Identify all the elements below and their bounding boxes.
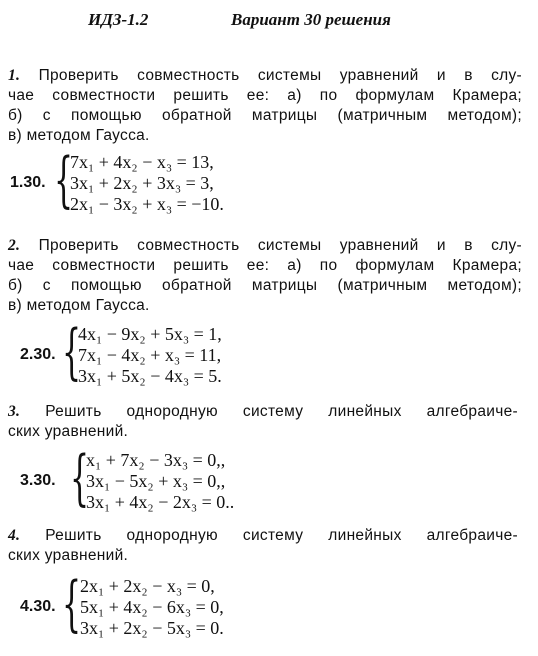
equation: 3x₁ + 5x₂ − 4x₃ = 5. (78, 366, 222, 386)
equation: 2x₁ + 2x₂ − x₃ = 0, (80, 576, 215, 596)
system-label: 3.30. (20, 472, 56, 489)
left-brace: { (70, 443, 90, 513)
statement-line: в) методом Гаусса. (8, 297, 150, 314)
statement-line: Решить однородную систему линейных алгебраиче- (45, 403, 518, 420)
system-label: 2.30. (20, 346, 56, 363)
problem-number: 1. (8, 67, 21, 84)
problem-1 (8, 66, 522, 146)
problem-number: 2. (8, 237, 21, 254)
left-brace: { (62, 569, 82, 639)
problem-number: 4. (8, 527, 21, 544)
problem-number: 3. (8, 403, 21, 420)
left-brace: { (54, 145, 74, 215)
equation: 3x₁ + 2x₂ − 5x₃ = 0. (80, 618, 224, 638)
assignment-title: ИДЗ-1.2 (88, 10, 149, 29)
variant-title: Вариант 30 решения (231, 10, 391, 29)
problem-statement (8, 402, 518, 442)
statement-line: в) методом Гаусса. (8, 127, 150, 144)
problem-statement (8, 526, 518, 566)
equations (80, 576, 224, 639)
problem-2 (8, 236, 522, 316)
equation: 3x₁ − 5x₂ + x₃ = 0,, (86, 471, 226, 491)
equations (78, 324, 222, 387)
equation: 7x₁ − 4x₂ + x₃ = 11, (78, 345, 222, 365)
equations (70, 152, 224, 215)
equation: x₁ + 7x₂ − 3x₃ = 0,, (86, 450, 226, 470)
equation: 7x₁ + 4x₂ − x₃ = 13, (70, 152, 214, 172)
left-brace: { (62, 317, 82, 387)
equation: 3x₁ + 2x₂ + 3x₃ = 3, (70, 173, 214, 193)
statement-line: б) с помощью обратной матрицы (матричным методом); (8, 107, 522, 124)
statement-line: чае совместности решить ее: а) по формулам Крамера; (8, 257, 522, 274)
problem-3 (8, 402, 518, 442)
equation: 2x₁ − 3x₂ + x₃ = −10. (70, 194, 224, 214)
equation: 5x₁ + 4x₂ − 6x₃ = 0, (80, 597, 224, 617)
system-label: 1.30. (10, 174, 46, 191)
statement-line: б) с помощью обратной матрицы (матричным методом); (8, 277, 522, 294)
problem-statement (8, 236, 522, 316)
equation: 3x₁ + 4x₂ − 2x₃ = 0.. (86, 492, 235, 512)
problem-4 (8, 526, 518, 566)
problem-statement (8, 66, 522, 146)
statement-line: чае совместности решить ее: а) по формулам Крамера; (8, 87, 522, 104)
statement-line: ских уравнений. (8, 423, 129, 440)
equation: 4x₁ − 9x₂ + 5x₃ = 1, (78, 324, 222, 344)
equations (86, 450, 234, 513)
system-label: 4.30. (20, 598, 56, 615)
statement-line: Решить однородную систему линейных алгебраиче- (45, 527, 518, 544)
page-header (0, 10, 538, 34)
statement-line: Проверить совместность системы уравнений и в слу- (38, 237, 522, 254)
statement-line: ских уравнений. (8, 547, 129, 564)
statement-line: Проверить совместность системы уравнений и в слу- (38, 67, 522, 84)
